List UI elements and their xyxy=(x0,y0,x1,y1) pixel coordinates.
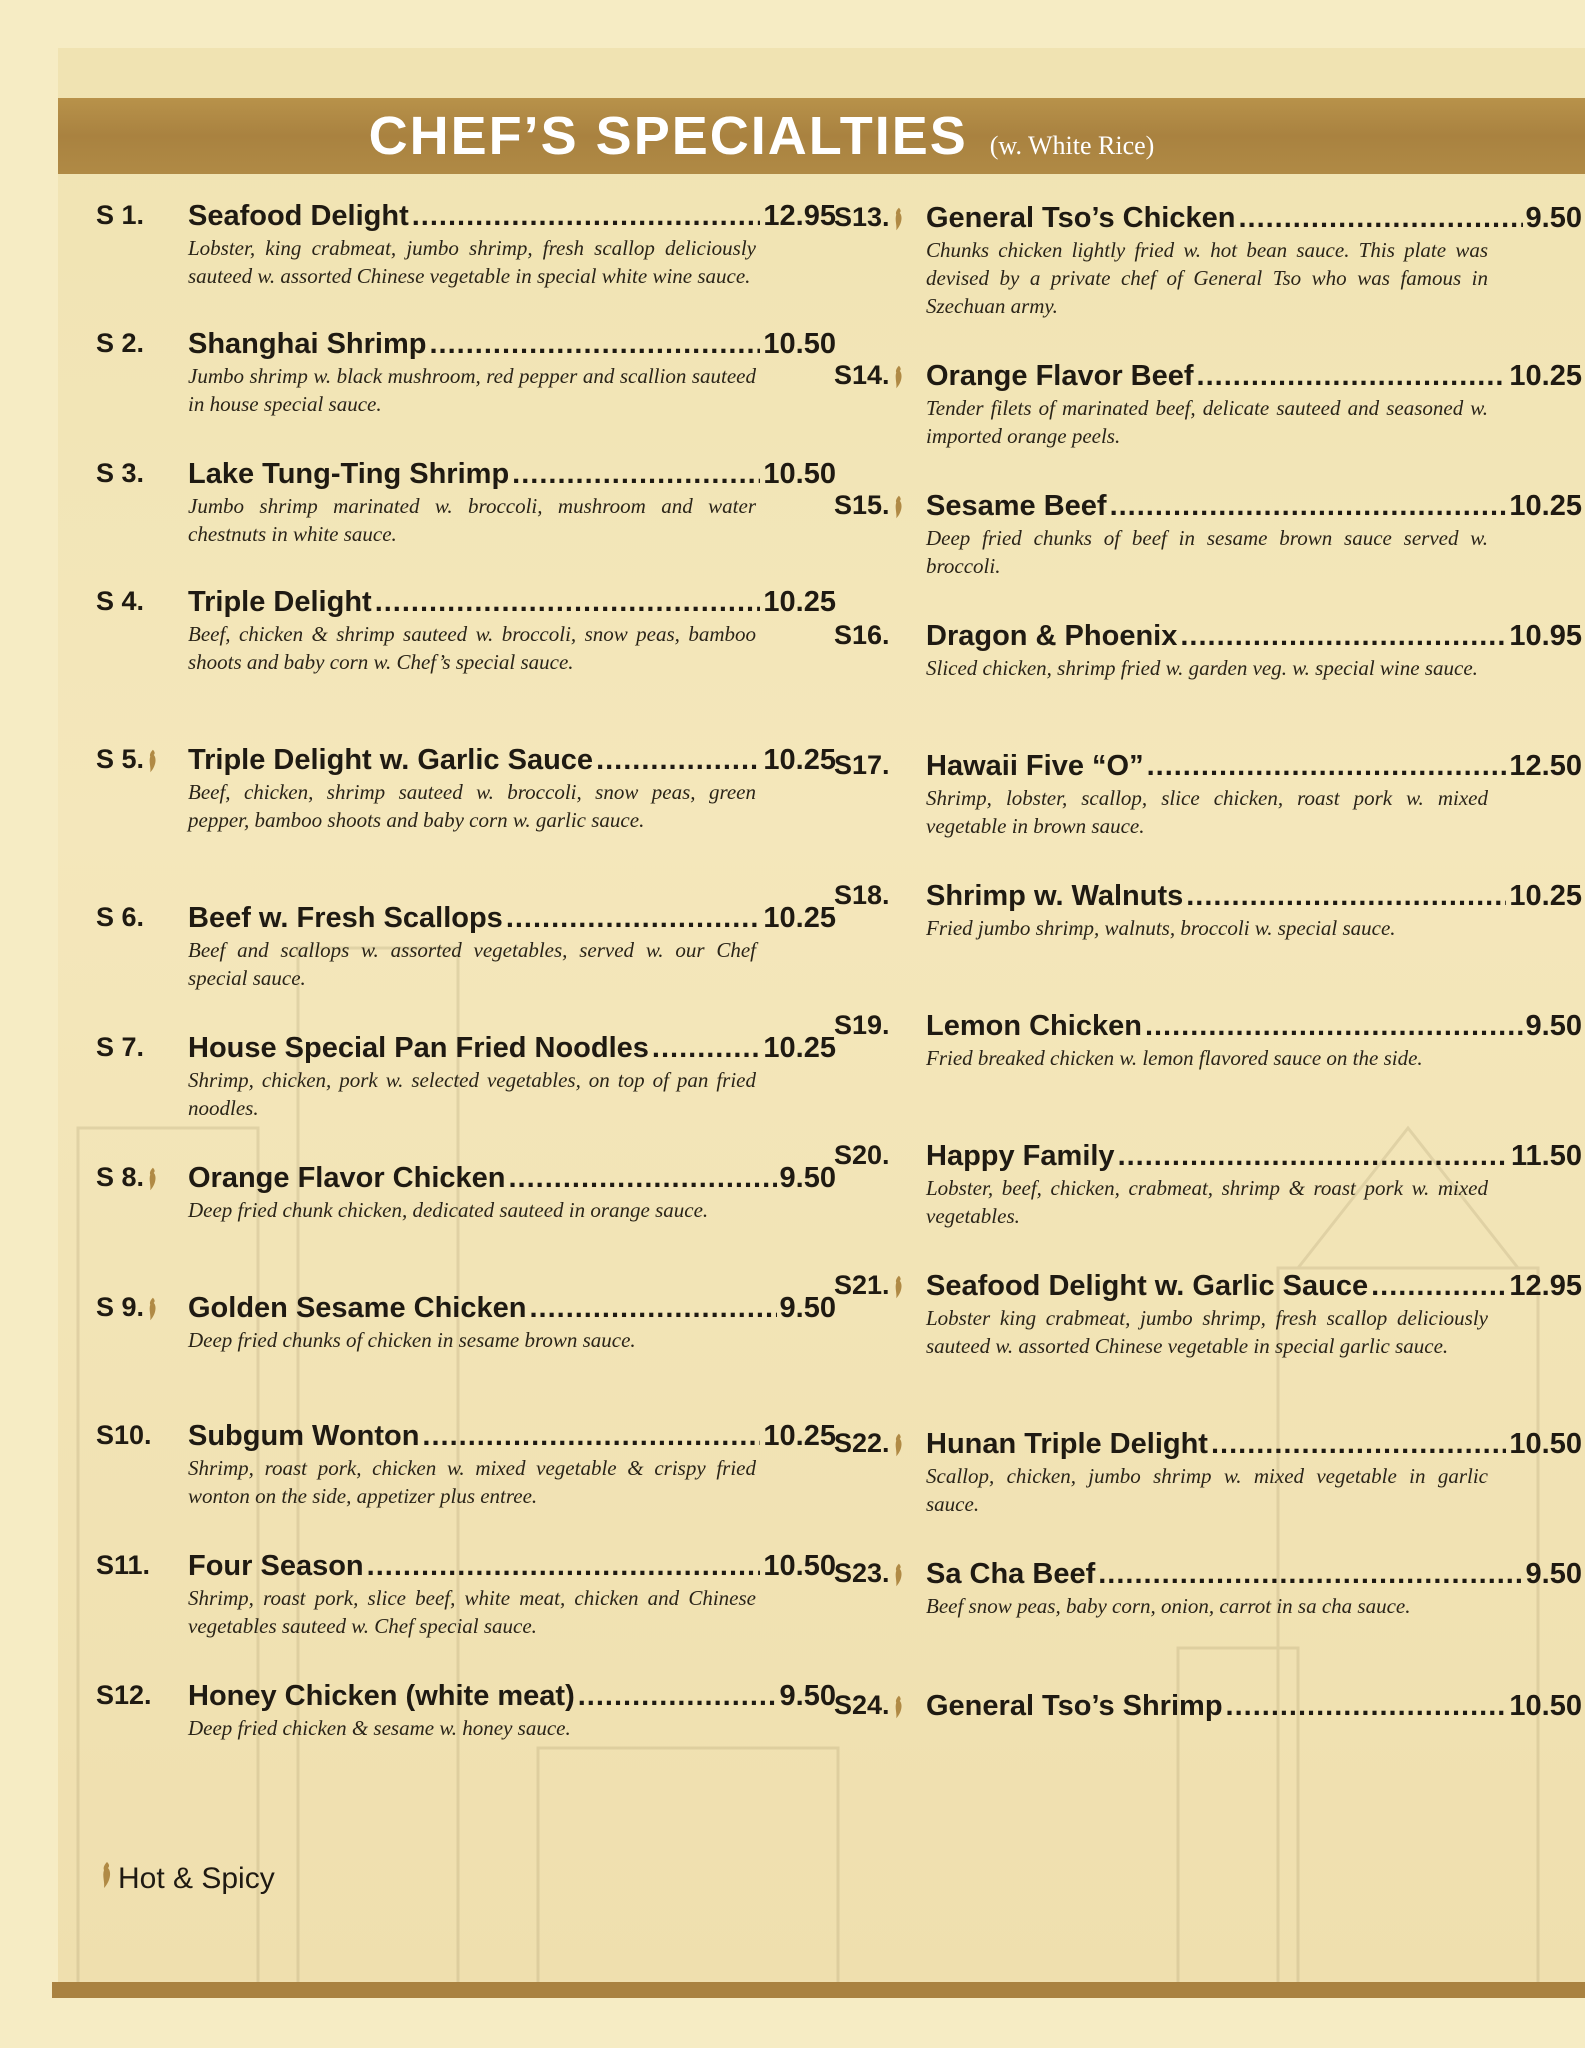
dot-leader xyxy=(429,328,760,361)
item-title-line xyxy=(926,1558,1582,1591)
dot-leader xyxy=(529,1292,776,1325)
item-name: Triple Delight xyxy=(188,586,372,618)
item-number: S18. xyxy=(834,880,890,910)
dot-leader xyxy=(596,744,760,777)
chili-pepper-icon xyxy=(890,490,905,520)
legend-label: Hot & Spicy xyxy=(118,1862,275,1895)
page-title: CHEF’S SPECIALTIES xyxy=(368,106,968,166)
item-number: S 5. xyxy=(96,744,159,775)
item-name: General Tso’s Chicken xyxy=(926,202,1236,234)
item-name: Four Season xyxy=(188,1550,364,1582)
item-price: 10.95 xyxy=(1509,620,1582,652)
item-title-line xyxy=(926,1428,1582,1461)
item-title-line xyxy=(188,1032,836,1065)
dot-leader xyxy=(1238,202,1522,235)
item-price: 12.95 xyxy=(1509,1270,1582,1302)
dot-leader xyxy=(1180,620,1506,653)
item-name: Orange Flavor Chicken xyxy=(188,1162,506,1194)
item-name: Triple Delight w. Garlic Sauce xyxy=(188,744,594,776)
item-price: 10.50 xyxy=(763,458,836,490)
item-price: 10.25 xyxy=(1509,490,1582,522)
item-number: S23. xyxy=(834,1558,905,1589)
item-description: Beef, chicken & shrimp sauteed w. broccoli, snow peas, bamboo shoots and baby corn w. Chef’s special sauce. xyxy=(188,622,756,674)
item-title-line xyxy=(926,1010,1582,1043)
item-name: Sa Cha Beef xyxy=(926,1558,1096,1590)
item-description: Deep fried chunk chicken, dedicated sauteed in orange sauce. xyxy=(188,1198,709,1222)
item-description: Fried breaked chicken w. lemon flavored sauce on the side. xyxy=(926,1046,1423,1070)
item-price: 10.25 xyxy=(763,1032,836,1064)
item-title-line xyxy=(926,1270,1582,1303)
item-description: Sliced chicken, shrimp fried w. garden veg. w. special wine sauce. xyxy=(926,656,1478,680)
item-number: S11. xyxy=(96,1550,151,1580)
chili-pepper-icon xyxy=(890,1558,905,1588)
dot-leader xyxy=(1197,360,1507,393)
chili-pepper-icon xyxy=(144,744,159,774)
item-description: Tender filets of marinated beef, delicate sauteed and seasoned w. imported orange peels. xyxy=(926,396,1488,448)
item-title-line xyxy=(926,202,1582,235)
item-number: S24. xyxy=(834,1690,905,1721)
item-name: House Special Pan Fried Noodles xyxy=(188,1032,649,1064)
item-title-line xyxy=(188,200,836,233)
dot-leader xyxy=(1145,1010,1523,1043)
item-number: S 3. xyxy=(96,458,145,488)
item-name: Dragon & Phoenix xyxy=(926,620,1178,652)
item-title-line xyxy=(926,620,1582,653)
chili-pepper-icon xyxy=(890,202,905,232)
dot-leader xyxy=(1147,750,1507,783)
item-description: Beef and scallops w. assorted vegetables, served w. our Chef special sauce. xyxy=(188,938,756,990)
item-price: 9.50 xyxy=(1525,1010,1582,1042)
item-name: Subgum Wonton xyxy=(188,1420,420,1452)
item-title-line xyxy=(188,744,836,777)
item-description: Lobster, beef, chicken, crabmeat, shrimp & roast pork w. mixed vegetables. xyxy=(926,1176,1488,1228)
item-price: 11.50 xyxy=(1511,1140,1582,1172)
item-description: Deep fried chunks of beef in sesame brown sauce served w. broccoli. xyxy=(926,526,1488,578)
item-number: S 1. xyxy=(96,200,145,230)
item-number: S 9. xyxy=(96,1292,159,1323)
item-price: 10.25 xyxy=(763,1420,836,1452)
item-price: 10.25 xyxy=(1509,360,1582,392)
item-title-line xyxy=(188,1162,836,1195)
item-number: S 8. xyxy=(96,1162,159,1193)
footer-bar xyxy=(52,1982,1585,1998)
item-price: 9.50 xyxy=(1525,202,1582,234)
item-title-line xyxy=(188,458,836,491)
item-title-line xyxy=(188,328,836,361)
item-description: Shrimp, roast pork, chicken w. mixed vegetable & crispy fried wonton on the side, appetizer plus entree. xyxy=(188,1456,756,1508)
item-description: Chunks chicken lightly fried w. hot bean sauce. This plate was devised by a private chef of General Tso who was famous in Szechuan army. xyxy=(926,238,1488,318)
item-number: S12. xyxy=(96,1680,152,1710)
item-price: 12.95 xyxy=(763,200,836,232)
dot-leader xyxy=(1211,1428,1506,1461)
item-description: Jumbo shrimp marinated w. broccoli, mushroom and water chestnuts in white sauce. xyxy=(188,494,756,546)
item-description: Jumbo shrimp w. black mushroom, red pepper and scallion sauteed in house special sauce. xyxy=(188,364,756,416)
dot-leader xyxy=(422,1420,760,1453)
item-title-line xyxy=(926,490,1582,523)
item-price: 9.50 xyxy=(779,1680,836,1712)
item-price: 9.50 xyxy=(779,1292,836,1324)
item-name: Beef w. Fresh Scallops xyxy=(188,902,503,934)
chili-pepper-icon xyxy=(144,1292,159,1322)
dot-leader xyxy=(1226,1690,1507,1723)
item-name: Shrimp w. Walnuts xyxy=(926,880,1184,912)
dot-leader xyxy=(652,1032,761,1065)
dot-leader xyxy=(1371,1270,1506,1303)
item-price: 9.50 xyxy=(1525,1558,1582,1590)
item-description: Shrimp, roast pork, slice beef, white meat, chicken and Chinese vegetables sauteed w. Chef special sauce. xyxy=(188,1586,756,1638)
item-description: Beef snow peas, baby corn, onion, carrot in sa cha sauce. xyxy=(926,1594,1411,1618)
legend xyxy=(98,1860,275,1898)
item-name: General Tso’s Shrimp xyxy=(926,1690,1223,1722)
item-price: 10.50 xyxy=(1509,1690,1582,1722)
item-title-line xyxy=(926,750,1582,783)
item-description: Lobster, king crabmeat, jumbo shrimp, fresh scallop deliciously sauteed w. assorted Chinese vegetable in special white wine sauce. xyxy=(188,236,756,288)
chili-pepper-icon xyxy=(890,360,905,390)
chili-pepper-icon xyxy=(890,1428,905,1458)
item-title-line xyxy=(188,1680,836,1713)
item-number: S10. xyxy=(96,1420,152,1450)
item-title-line xyxy=(926,1690,1582,1723)
item-description: Deep fried chicken & sesame w. honey sauce. xyxy=(188,1716,571,1740)
dot-leader xyxy=(1110,490,1507,523)
item-description: Fried jumbo shrimp, walnuts, broccoli w. special sauce. xyxy=(926,916,1396,940)
item-title-line xyxy=(188,1292,836,1325)
item-name: Honey Chicken (white meat) xyxy=(188,1680,575,1712)
dot-leader xyxy=(1118,1140,1508,1173)
item-description: Shrimp, chicken, pork w. selected vegetables, on top of pan fried noodles. xyxy=(188,1068,756,1120)
item-number: S 7. xyxy=(96,1032,145,1062)
dot-leader xyxy=(509,1162,777,1195)
item-name: Hunan Triple Delight xyxy=(926,1428,1208,1460)
dot-leader xyxy=(367,1550,761,1583)
item-number: S21. xyxy=(834,1270,905,1301)
item-number: S17. xyxy=(834,750,890,780)
item-price: 10.25 xyxy=(763,744,836,776)
item-price: 10.25 xyxy=(1509,880,1582,912)
item-title-line xyxy=(188,902,836,935)
item-price: 12.50 xyxy=(1509,750,1582,782)
item-name: Lake Tung-Ting Shrimp xyxy=(188,458,510,490)
chili-pepper-icon xyxy=(890,1690,905,1720)
chili-pepper-icon xyxy=(890,1270,905,1300)
item-name: Lemon Chicken xyxy=(926,1010,1142,1042)
item-description: Beef, chicken, shrimp sauteed w. broccoli, snow peas, green pepper, bamboo shoots and baby corn w. garlic sauce. xyxy=(188,780,756,832)
item-name: Sesame Beef xyxy=(926,490,1107,522)
item-title-line xyxy=(926,360,1582,393)
item-title-line xyxy=(188,1550,836,1583)
item-price: 10.50 xyxy=(763,328,836,360)
item-description: Lobster king crabmeat, jumbo shrimp, fresh scallop deliciously sauteed w. assorted Chinese vegetable in special garlic sauce. xyxy=(926,1306,1488,1358)
item-number: S13. xyxy=(834,202,905,233)
dot-leader xyxy=(1186,880,1506,913)
item-number: S20. xyxy=(834,1140,890,1170)
item-number: S 4. xyxy=(96,586,145,616)
item-price: 10.25 xyxy=(763,902,836,934)
item-price: 10.25 xyxy=(763,586,836,618)
item-description: Shrimp, lobster, scallop, slice chicken, roast pork w. mixed vegetable in brown sauce. xyxy=(926,786,1488,838)
dot-leader xyxy=(578,1680,777,1713)
item-name: Hawaii Five “O” xyxy=(926,750,1144,782)
item-number: S 6. xyxy=(96,902,145,932)
item-number: S 2. xyxy=(96,328,145,358)
page-subtitle: (w. White Rice) xyxy=(989,131,1155,160)
item-price: 10.50 xyxy=(1509,1428,1582,1460)
item-description: Scallop, chicken, jumbo shrimp w. mixed vegetable in garlic sauce. xyxy=(926,1464,1488,1516)
item-name: Golden Sesame Chicken xyxy=(188,1292,527,1324)
dot-leader xyxy=(1098,1558,1522,1591)
item-number: S22. xyxy=(834,1428,905,1459)
chili-pepper-icon xyxy=(98,1860,114,1898)
dot-leader xyxy=(512,458,760,491)
menu-page xyxy=(58,48,1585,1992)
item-number: S15. xyxy=(834,490,905,521)
item-name: Seafood Delight w. Garlic Sauce xyxy=(926,1270,1369,1302)
item-title-line xyxy=(188,1420,836,1453)
chili-pepper-icon xyxy=(144,1162,159,1192)
item-name: Seafood Delight xyxy=(188,200,409,232)
item-name: Happy Family xyxy=(926,1140,1115,1172)
item-name: Shanghai Shrimp xyxy=(188,328,427,360)
item-description: Deep fried chunks of chicken in sesame brown sauce. xyxy=(188,1328,636,1352)
header-banner xyxy=(58,98,1585,174)
item-title-line xyxy=(188,586,836,619)
item-title-line xyxy=(926,880,1582,913)
dot-leader xyxy=(375,586,761,619)
dot-leader xyxy=(412,200,761,233)
item-number: S14. xyxy=(834,360,905,391)
item-number: S19. xyxy=(834,1010,890,1040)
item-price: 10.50 xyxy=(763,1550,836,1582)
dot-leader xyxy=(506,902,761,935)
item-name: Orange Flavor Beef xyxy=(926,360,1194,392)
item-price: 9.50 xyxy=(779,1162,836,1194)
item-title-line xyxy=(926,1140,1582,1173)
item-number: S16. xyxy=(834,620,890,650)
